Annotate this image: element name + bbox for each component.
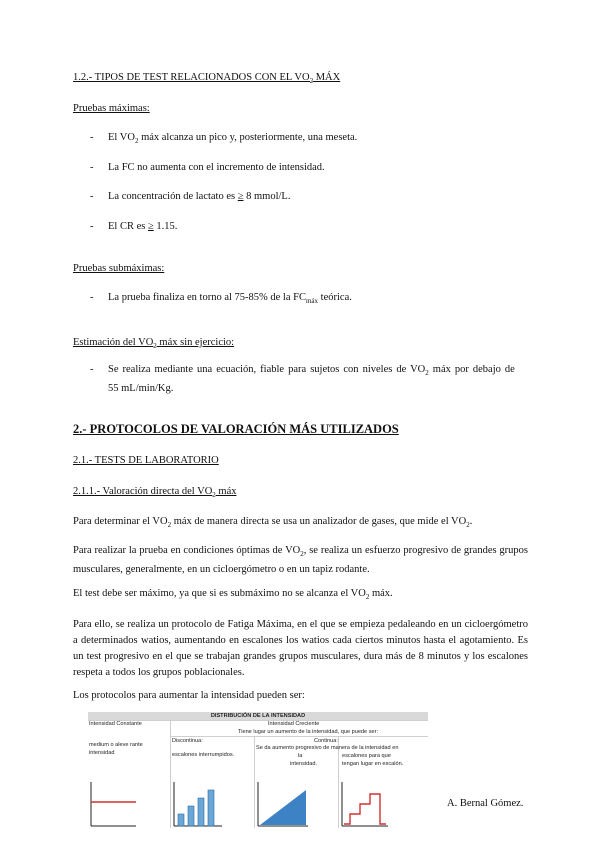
- section-title-1-2: 1.2.- TIPOS DE TEST RELACIONADOS CON EL $VO_2$ MÁX: [73, 72, 341, 86]
- increasing-note: Tiene lugar un aumento de la intensidad, que puede ser:: [238, 729, 379, 735]
- paragraph-1: Para determinar el $VO_2$ máx de manera directa se usa un analizador de gases, que mide el $VO_2$.: [73, 516, 473, 530]
- constant-desc-2: intensidad: [89, 750, 115, 756]
- section-title-2-1: 2.1.- TESTS DE LABORATORIO: [73, 455, 219, 466]
- intensity-charts: [88, 776, 428, 828]
- constant-label: Intensidad Constante: [89, 721, 142, 727]
- author: A. Bernal Gómez.: [447, 798, 524, 809]
- section-title-2: 2.- PROTOCOLOS DE VALORACIÓN MÁS UTILIZADOS: [73, 422, 399, 436]
- continuous-desc-4: escalones para que: [342, 753, 391, 759]
- bar: [178, 814, 184, 826]
- steps-chart: [342, 782, 388, 826]
- estimacion-heading: Estimación del $VO_2$ máx sin ejercicio:: [73, 337, 235, 351]
- constant-desc: medium o aleve rante: [89, 742, 143, 748]
- paragraph-5: Los protocolos para aumentar la intensidad pueden ser:: [73, 690, 305, 701]
- paragraph-3: El test debe ser máximo, ya que si es submáximo no se alcanza el $VO_2$ máx.: [73, 588, 393, 602]
- continuous-desc-5: tengan lugar en escalón.: [342, 761, 404, 767]
- discontinuous-desc: escalones interrumpidos.: [172, 752, 235, 758]
- continuous-desc-3: intensidad.: [290, 761, 318, 767]
- ramp: [260, 790, 306, 825]
- paragraph-4: Para ello, se realiza un protocolo de Fatiga Máxima, en el que se empieza pedaleando en un cicloergómetro a determinados watios, aumentando en escalones los watios cada ciertos minutos hasta el agotamiento. Es un test progresivo en el que se trabajan grandes grupos musculares, dura más de 8 minutos y los escalones respeta a todos los grupos poblacionales.: [73, 619, 528, 678]
- bar: [208, 790, 214, 826]
- discontinuous-label: Discontinua:: [172, 738, 203, 744]
- discontinuous-chart: [174, 782, 222, 826]
- section-title-2-1-1: 2.1.1.- Valoración directa del $VO_2$ máx: [73, 486, 237, 500]
- submaximas-heading: Pruebas submáximas:: [73, 263, 165, 274]
- ramp-chart: [258, 782, 308, 826]
- table-header: DISTRIBUCIÓN DE LA INTENSIDAD: [88, 712, 428, 720]
- continuous-desc-1: Se da aumento progresivo de manera de la intensidad en: [256, 745, 399, 751]
- paragraph-2: Para realizar la prueba en condiciones óptimas de $VO_2$, se realiza un esfuerzo progresivo de grandes grupos musculares, generalmente, en un cicloergómetro o en un tapiz rodante.: [73, 545, 528, 576]
- steps: [344, 794, 386, 824]
- bar: [188, 806, 194, 826]
- continuous-desc-2: la: [298, 753, 303, 759]
- maximas-heading: Pruebas máximas:: [73, 103, 150, 114]
- bar: [198, 798, 204, 826]
- estimacion-line2: 55 mL/min/Kg.: [108, 383, 174, 394]
- constant-chart: [91, 782, 136, 826]
- increasing-label: Intensidad Creciente: [268, 721, 320, 727]
- continuous-label: Continua:: [314, 738, 338, 744]
- intensity-distribution-table: [88, 712, 428, 828]
